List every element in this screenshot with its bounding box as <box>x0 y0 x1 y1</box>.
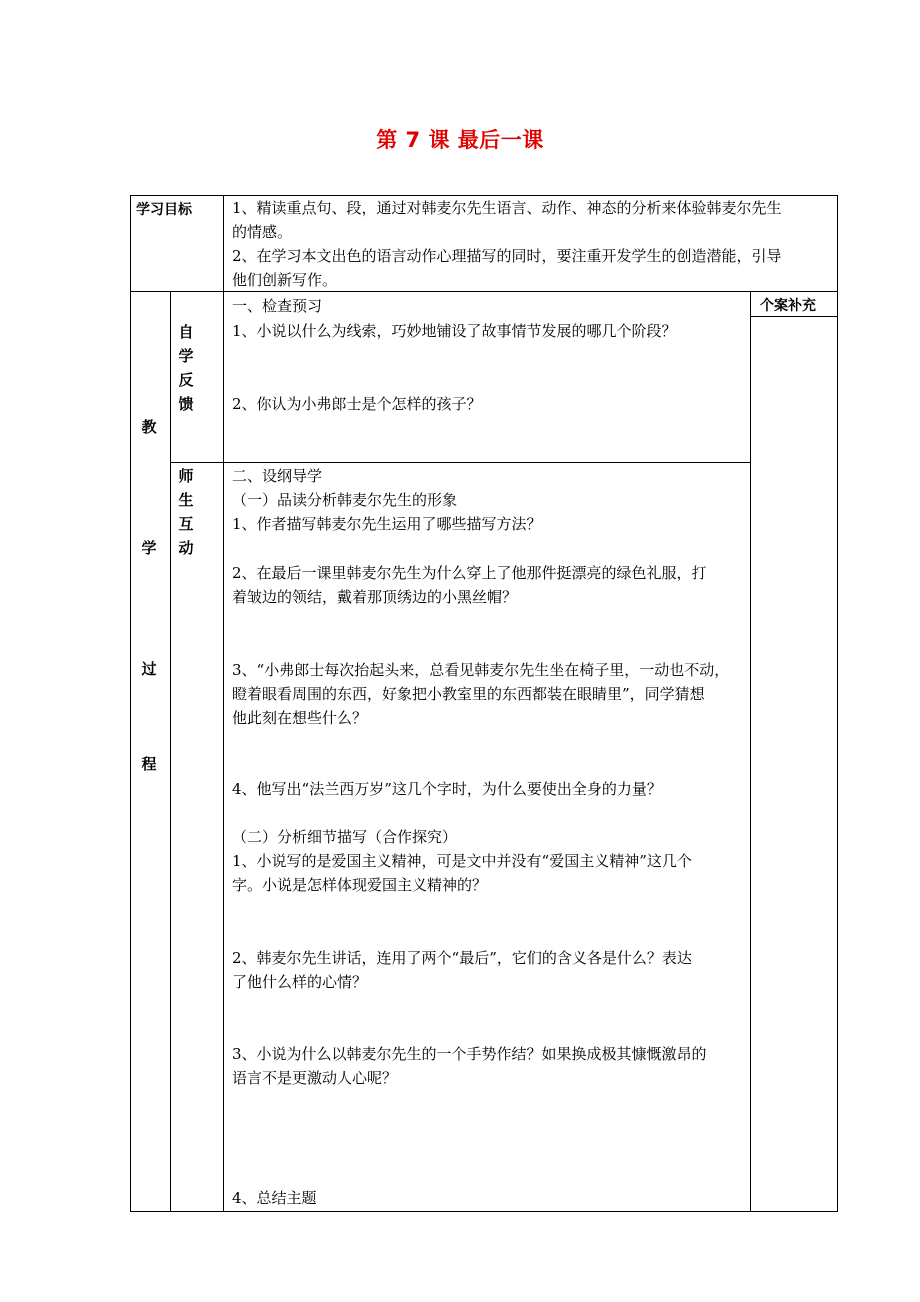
table-border-process-col <box>170 291 171 1212</box>
table-border-right <box>837 195 838 1212</box>
selfstudy-question-2: 2、你认为小弗郎士是个怎样的孩子？ <box>232 395 482 413</box>
interaction-label-char: 师 <box>178 467 194 485</box>
page-title: 第 7 课 最后一课 <box>376 128 544 152</box>
goals-line-3: 2、在学习本文出色的语言动作心理描写的同时，要注重开发学生的创造潜能，引导 <box>232 247 782 265</box>
selfstudy-label-char: 自 <box>178 323 194 341</box>
process-label-char: 学 <box>141 539 157 557</box>
selfstudy-label-char: 馈 <box>178 395 194 413</box>
goals-line-4: 他们创新写作。 <box>232 271 338 289</box>
goals-line-1: 1、精读重点句、段，通过对韩麦尔先生语言、动作、神态的分析来体验韩麦尔先生 <box>232 199 782 217</box>
table-border-selfstudy-bottom <box>170 462 750 463</box>
part-1-question-2a: 2、在最后一课里韩麦尔先生为什么穿上了他那件挺漂亮的绿色礼服，打 <box>232 564 707 582</box>
part-2-question-3a: 3、小说为什么以韩麦尔先生的一个手势作结？如果换成极其慷慨激昂的 <box>232 1045 707 1063</box>
process-label-char: 教 <box>141 418 157 436</box>
part-2-question-4: 4、总结主题 <box>232 1189 317 1207</box>
process-label-char: 程 <box>141 755 157 773</box>
part-2-question-1b: 字。小说是怎样体现爱国主义精神的？ <box>232 876 488 894</box>
process-label-char: 过 <box>141 660 157 678</box>
interaction-label-char: 生 <box>178 491 194 509</box>
part-1-question-2b: 着皱边的领结，戴着那顶绣边的小黑丝帽？ <box>232 588 518 606</box>
interaction-label-char: 互 <box>178 515 194 533</box>
part-2-heading: （二）分析细节描写（合作探究） <box>232 828 458 846</box>
part-2-question-2b: 了他什么样的心情？ <box>232 973 368 991</box>
table-border-content-col <box>750 291 751 1212</box>
interaction-label-char: 动 <box>178 539 194 557</box>
part-1-question-3a: 3、“小弗郎士每次抬起头来，总看见韩麦尔先生坐在椅子里，一动也不动， <box>232 661 730 679</box>
part-1-question-4: 4、他写出“法兰西万岁”这几个字时，为什么要使出全身的力量？ <box>232 780 662 798</box>
selfstudy-label-char: 学 <box>178 347 194 365</box>
table-border-label-col <box>223 195 224 1212</box>
part-2-question-3b: 语言不是更激动人心呢？ <box>232 1069 398 1087</box>
table-border-bottom <box>130 1211 838 1212</box>
goals-line-2: 的情感。 <box>232 223 293 241</box>
part-1-question-1: 1、作者描写韩麦尔先生运用了哪些描写方法？ <box>232 515 542 533</box>
supplement-label: 个案补充 <box>760 298 816 314</box>
selfstudy-heading: 一、检查预习 <box>232 297 323 315</box>
part-1-question-3b: 瞪着眼看周围的东西，好象把小教室里的东西都装在眼睛里”，同学猜想 <box>232 685 705 703</box>
part-2-question-1a: 1、小说写的是爱国主义精神，可是文中并没有“爱国主义精神”这几个 <box>232 852 692 870</box>
interaction-heading: 二、设纲导学 <box>232 467 323 485</box>
selfstudy-label-char: 反 <box>178 371 194 389</box>
table-border-left <box>130 195 131 1212</box>
selfstudy-question-1: 1、小说以什么为线索，巧妙地铺设了故事情节发展的哪几个阶段？ <box>232 322 677 340</box>
goals-label: 学习目标 <box>136 202 192 218</box>
part-2-question-2a: 2、韩麦尔先生讲话，连用了两个“最后”，它们的含义各是什么？表达 <box>232 949 692 967</box>
part-1-heading: （一）品读分析韩麦尔先生的形象 <box>232 491 458 509</box>
part-1-question-3c: 他此刻在想些什么？ <box>232 709 368 727</box>
